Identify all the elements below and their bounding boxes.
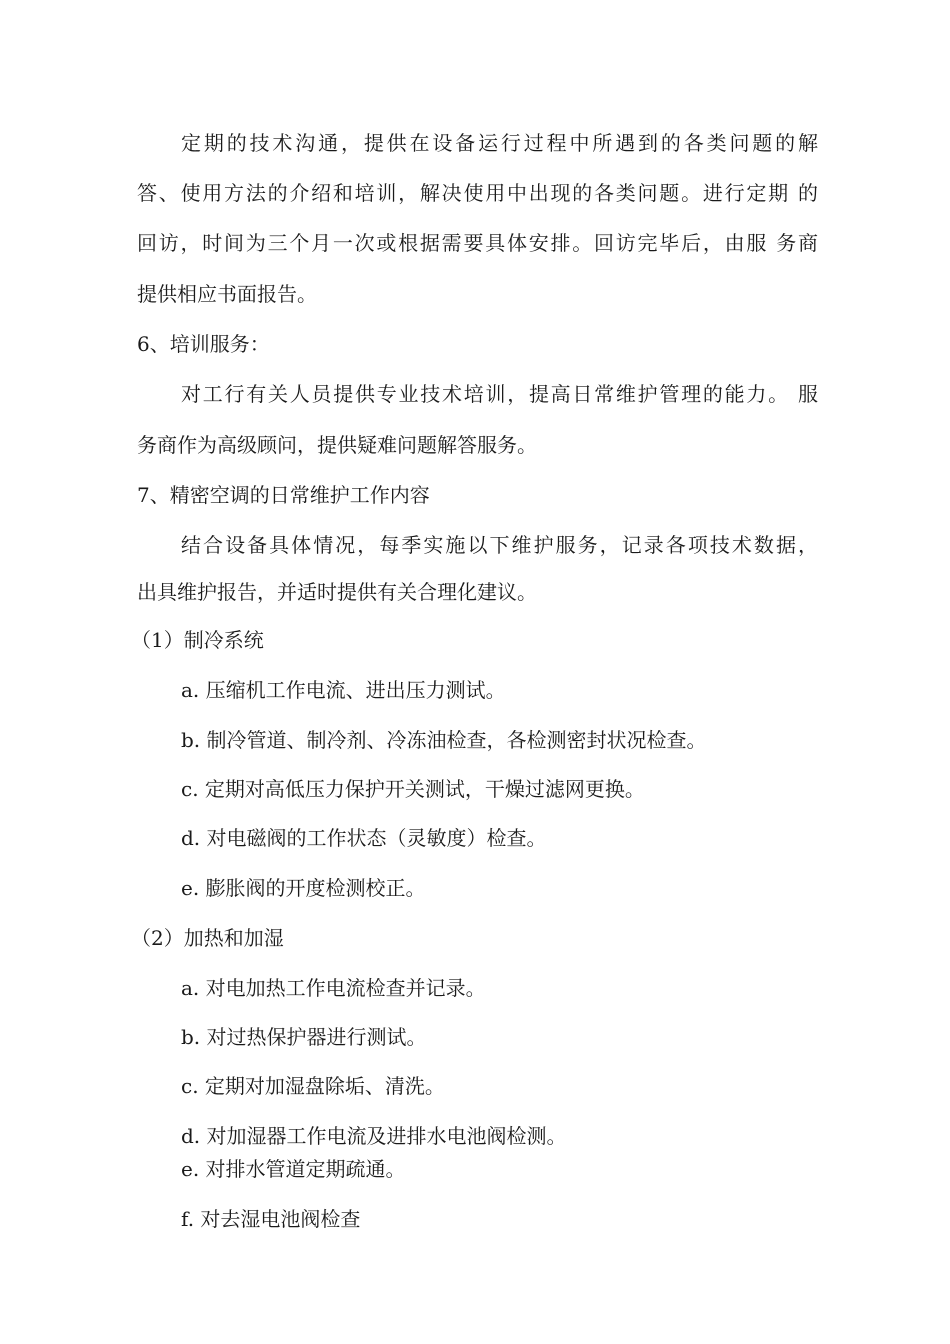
list-item: d. 对电磁阀的工作状态（灵敏度）检查。 [181, 826, 547, 850]
subsection-heading: （1）制冷系统 [131, 628, 264, 652]
paragraph-line: 对工行有关人员提供专业技术培训，提高日常维护管理的能力。 服 [181, 382, 818, 406]
list-item: f. 对去湿电池阀检查 [181, 1207, 361, 1231]
list-item: b. 制冷管道、制冷剂、冷冻油检查，各检测密封状况检查。 [181, 728, 707, 752]
list-item: c. 定期对高低压力保护开关测试，干燥过滤网更换。 [181, 777, 645, 801]
paragraph-line: 结合设备具体情况，每季实施以下维护服务，记录各项技术数据， [181, 533, 818, 557]
list-item: e. 膨胀阀的开度检测校正。 [181, 876, 426, 900]
list-item: e. 对排水管道定期疏通。 [181, 1157, 406, 1181]
section-heading: 7、精密空调的日常维护工作内容 [137, 483, 430, 507]
paragraph-line: 务商作为高级顾问，提供疑难问题解答服务。 [137, 433, 537, 457]
paragraph-line: 出具维护报告，并适时提供有关合理化建议。 [137, 580, 537, 604]
list-item: b. 对过热保护器进行测试。 [181, 1025, 427, 1049]
section-heading: 6、培训服务： [137, 332, 270, 356]
list-item: a. 对电加热工作电流检查并记录。 [181, 976, 486, 1000]
paragraph-line: 回访，时间为三个月一次或根据需要具体安排。回访完毕后，由服 务商 [137, 231, 818, 255]
subsection-heading: （2）加热和加湿 [131, 926, 284, 950]
paragraph-line: 定期的技术沟通，提供在设备运行过程中所遇到的各类问题的解 [181, 131, 818, 155]
list-item: c. 定期对加湿盘除垢、清洗。 [181, 1074, 445, 1098]
list-item: a. 压缩机工作电流、进出压力测试。 [181, 678, 506, 702]
paragraph-line: 提供相应书面报告。 [137, 282, 317, 306]
paragraph-line: 答、使用方法的介绍和培训，解决使用中出现的各类问题。进行定期 的 [137, 181, 818, 205]
list-item: d. 对加湿器工作电流及进排水电池阀检测。 [181, 1124, 567, 1148]
